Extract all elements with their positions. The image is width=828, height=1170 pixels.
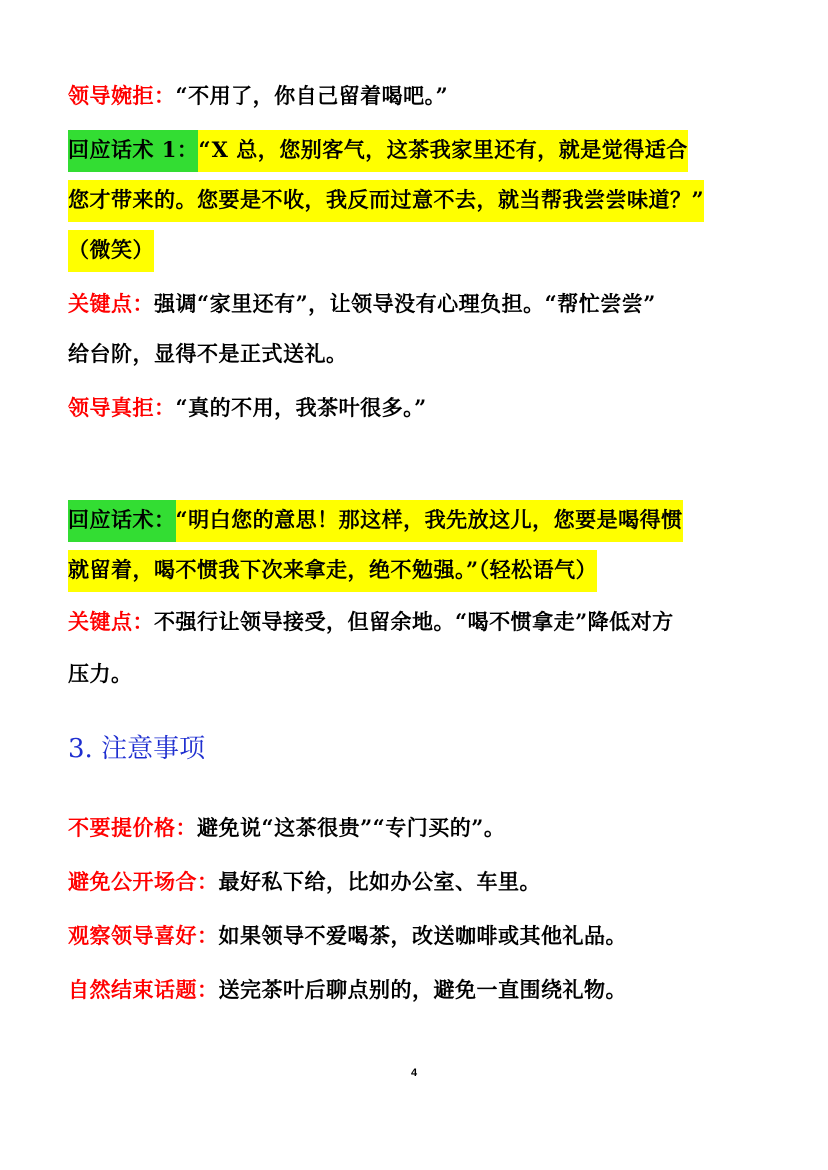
note-item-4-label: 自然结束话题： bbox=[68, 977, 219, 1002]
key-point-2-line-2 bbox=[68, 660, 133, 688]
firm-refusal-quote: “真的不用，我茶叶很多。” bbox=[175, 395, 427, 420]
note-item-1-label: 不要提价格： bbox=[68, 815, 197, 840]
label-firm-refusal: 领导真拒： bbox=[68, 395, 176, 420]
page-number: 4 bbox=[410, 1067, 418, 1079]
note-item-3-text: 如果领导不爱喝茶，改送咖啡或其他礼品。 bbox=[218, 923, 627, 948]
key-point-2-line-1 bbox=[68, 608, 674, 636]
section-heading-notes: 3. 注意事项 bbox=[68, 734, 206, 764]
note-item-2 bbox=[68, 868, 541, 896]
note-item-3 bbox=[68, 922, 627, 950]
reply-script-1-text-1: “X 总，您别客气，这茶我家里还有，就是觉得适合 bbox=[198, 130, 687, 172]
note-item-3-label: 观察领导喜好： bbox=[68, 923, 219, 948]
note-item-1 bbox=[68, 814, 505, 842]
note-item-4 bbox=[68, 976, 627, 1004]
note-item-4-text: 送完茶叶后聊点别的，避免一直围绕礼物。 bbox=[218, 977, 627, 1002]
reply-script-1-line-2 bbox=[68, 180, 704, 222]
note-item-1-text: 避免说“这茶很贵”“专门买的”。 bbox=[197, 815, 506, 840]
key-point-1-text-1: 强调“家里还有”，让领导没有心理负担。“帮忙尝尝” bbox=[154, 291, 656, 316]
note-item-2-text: 最好私下给，比如办公室、车里。 bbox=[218, 869, 541, 894]
reply-script-2-line-1 bbox=[68, 500, 683, 542]
reply-script-1-text-2: 您才带来的。您要是不收，我反而过意不去，就当帮我尝尝味道？” bbox=[68, 180, 704, 222]
label-reply-script-1: 回应话术 1： bbox=[68, 130, 198, 172]
key-point-1-line-1 bbox=[68, 290, 656, 318]
note-item-2-label: 避免公开场合： bbox=[68, 869, 219, 894]
label-key-point-2: 关键点： bbox=[68, 609, 154, 634]
key-point-2-text-2: 压力。 bbox=[68, 661, 133, 686]
label-polite-refusal: 领导婉拒： bbox=[68, 83, 176, 108]
polite-refusal-quote: “不用了，你自己留着喝吧。” bbox=[175, 83, 449, 108]
label-key-point-1: 关键点： bbox=[68, 291, 154, 316]
key-point-1-text-2: 给台阶，显得不是正式送礼。 bbox=[68, 341, 348, 366]
key-point-1-line-2 bbox=[68, 340, 348, 368]
reply-script-2-text-2: 就留着，喝不惯我下次来拿走，绝不勉强。”（轻松语气） bbox=[68, 550, 597, 592]
label-reply-script-2: 回应话术： bbox=[68, 500, 176, 542]
leader-firm-refusal bbox=[68, 394, 427, 422]
reply-script-1-line-1 bbox=[68, 130, 688, 172]
leader-polite-refusal bbox=[68, 82, 448, 110]
reply-script-1-line-3 bbox=[68, 230, 154, 272]
reply-script-2-text-1: “明白您的意思！那这样，我先放这儿，您要是喝得惯 bbox=[176, 500, 683, 542]
reply-script-1-text-3: （微笑） bbox=[68, 230, 154, 272]
key-point-2-text-1: 不强行让领导接受，但留余地。“喝不惯拿走”降低对方 bbox=[154, 609, 674, 634]
reply-script-2-line-2 bbox=[68, 550, 597, 592]
